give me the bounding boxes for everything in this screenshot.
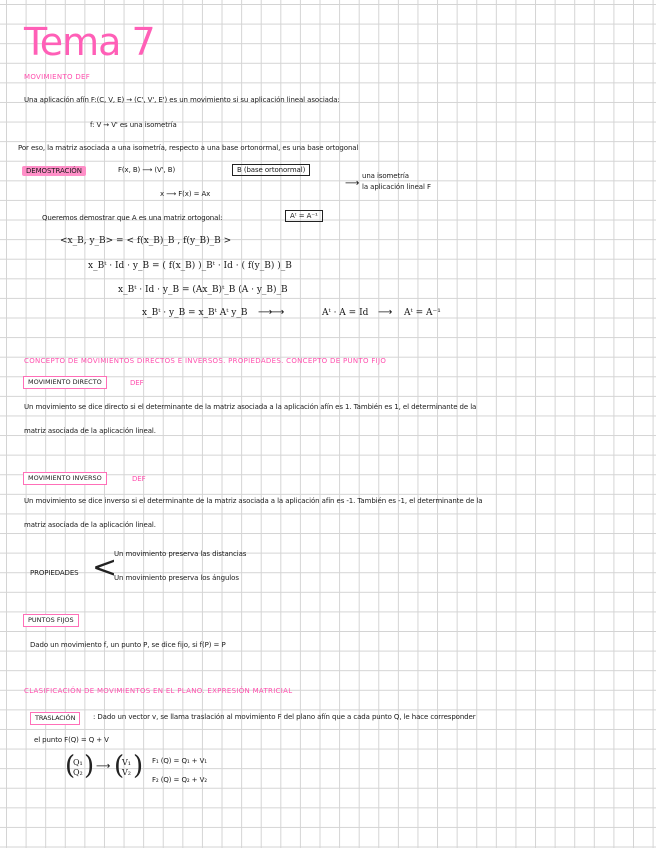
equation-1: <x_B, y_B> = < f(x_B)_B , f(y_B)_B >	[60, 236, 232, 246]
paren-close-1: )	[84, 751, 95, 781]
demo-mapping-b: x ⟶ F(x) = Ax	[160, 190, 211, 198]
direct-def: DEF	[130, 379, 144, 387]
definition-line-3: Por eso, la matriz asociada a una isometría, respecto a una base ortonormal, es una base ortogonal	[18, 144, 359, 152]
paren-open-1: (	[65, 751, 76, 781]
demo-base-text: B (base ortonormal)	[232, 164, 310, 176]
want-box-text: Aᵗ = A⁻¹	[285, 210, 323, 222]
prop-1: Un movimiento preserva las distancias	[114, 550, 247, 558]
v2-cell: V₂	[122, 768, 131, 777]
trans-label: TRASLACIÓN	[30, 712, 80, 725]
trans-text-2: el punto F(Q) = Q + V	[34, 736, 109, 744]
demo-mapping-a: F(x, B) ⟶ (V', B)	[118, 166, 176, 174]
long-arrow-icon: ⟶	[258, 307, 273, 318]
arrow-icon-3: ⟶	[378, 307, 393, 318]
long-arrow-icon-2: ⟶	[270, 307, 285, 318]
section-heading-clasificacion: CLASIFICACIÓN DE MOVIMIENTOS EN EL PLANO. EXPRESIÓN MATRICIAL	[24, 687, 293, 695]
definition-line-1: Una aplicación afín F:(C, V, E) → (C', V', E') es un movimiento si su aplicación lineal asociada:	[24, 96, 340, 104]
direct-label: MOVIMIENTO DIRECTO	[23, 376, 107, 389]
definition-line-2: f: V → V' es una isometría	[90, 121, 177, 129]
prop-2: Un movimiento preserva los ángulos	[114, 574, 239, 582]
equation-4: x_Bᵗ · y_B = x_Bᵗ Aᵗ y_B	[142, 308, 248, 318]
fixed-label: PUNTOS FIJOS	[23, 614, 79, 627]
props-label: PROPIEDADES	[30, 569, 79, 577]
q2-cell: Q₂	[73, 768, 83, 777]
page-title: Tema 7	[24, 20, 155, 64]
v1-cell: V₁	[122, 758, 131, 767]
section-heading-directos-inversos: CONCEPTO DE MOVIMIENTOS DIRECTOS E INVERSOS. PROPIEDADES. CONCEPTO DE PUNTO FIJO	[24, 357, 387, 365]
demo-label	[22, 167, 86, 176]
inverse-label: MOVIMIENTO INVERSO	[23, 472, 107, 485]
demo-highlight: DEMOSTRACIÓN	[22, 166, 86, 176]
trans-text-1: : Dado un vector v, se llama traslación al movimiento F del plano afín que a cada punto Q, le hace corresponder	[93, 713, 476, 721]
demo-note-1: una isometría	[362, 172, 409, 180]
fixed-text: Dado un movimiento f, un punto P, se dice fijo, si f(P) = P	[30, 641, 226, 649]
demo-note-2: la aplicación lineal F	[362, 183, 431, 191]
section-heading-movimiento: MOVIMIENTO DEF	[24, 73, 91, 81]
equation-2: x_Bᵗ · Id · y_B = ( f(x_B) )_Bᵗ · Id · ( f(y_B) )_B	[88, 261, 292, 271]
equation-4b: Aᵗ · A = Id	[322, 308, 369, 318]
inverse-def: DEF	[132, 475, 146, 483]
direct-text-2: matriz asociada de la aplicación lineal.	[24, 427, 156, 435]
arrow-icon-4: ⟶	[96, 761, 111, 772]
want-box	[285, 212, 323, 221]
arrow-icon: ⟶	[345, 178, 360, 189]
brace-icon: <	[92, 550, 118, 585]
direct-text-1: Un movimiento se dice directo si el determinante de la matriz asociada a la aplicación afín es 1. También es 1, el determinante de la	[24, 403, 477, 411]
want-text: Queremos demostrar que A es una matriz ortogonal:	[42, 214, 223, 222]
paren-close-2: )	[133, 751, 144, 781]
paren-open-2: (	[114, 751, 125, 781]
equation-4c: Aᵗ = A⁻¹	[404, 308, 441, 318]
f1-equation: F₁ (Q) = Q₁ + V₁	[152, 757, 207, 765]
f2-equation: F₂ (Q) = Q₂ + V₂	[152, 776, 207, 784]
q1-cell: Q₁	[73, 758, 83, 767]
trans-label-wrap	[30, 712, 80, 725]
inverse-text-2: matriz asociada de la aplicación lineal.	[24, 521, 156, 529]
inverse-text-1: Un movimiento se dice inverso si el determinante de la matriz asociada a la aplicación afín es -1. También es -1, el determinante de la	[24, 497, 483, 505]
demo-base-box	[232, 166, 310, 175]
equation-3: x_Bᵗ · Id · y_B = (Ax_B)ᵗ_B (A · y_B)_B	[118, 285, 288, 295]
